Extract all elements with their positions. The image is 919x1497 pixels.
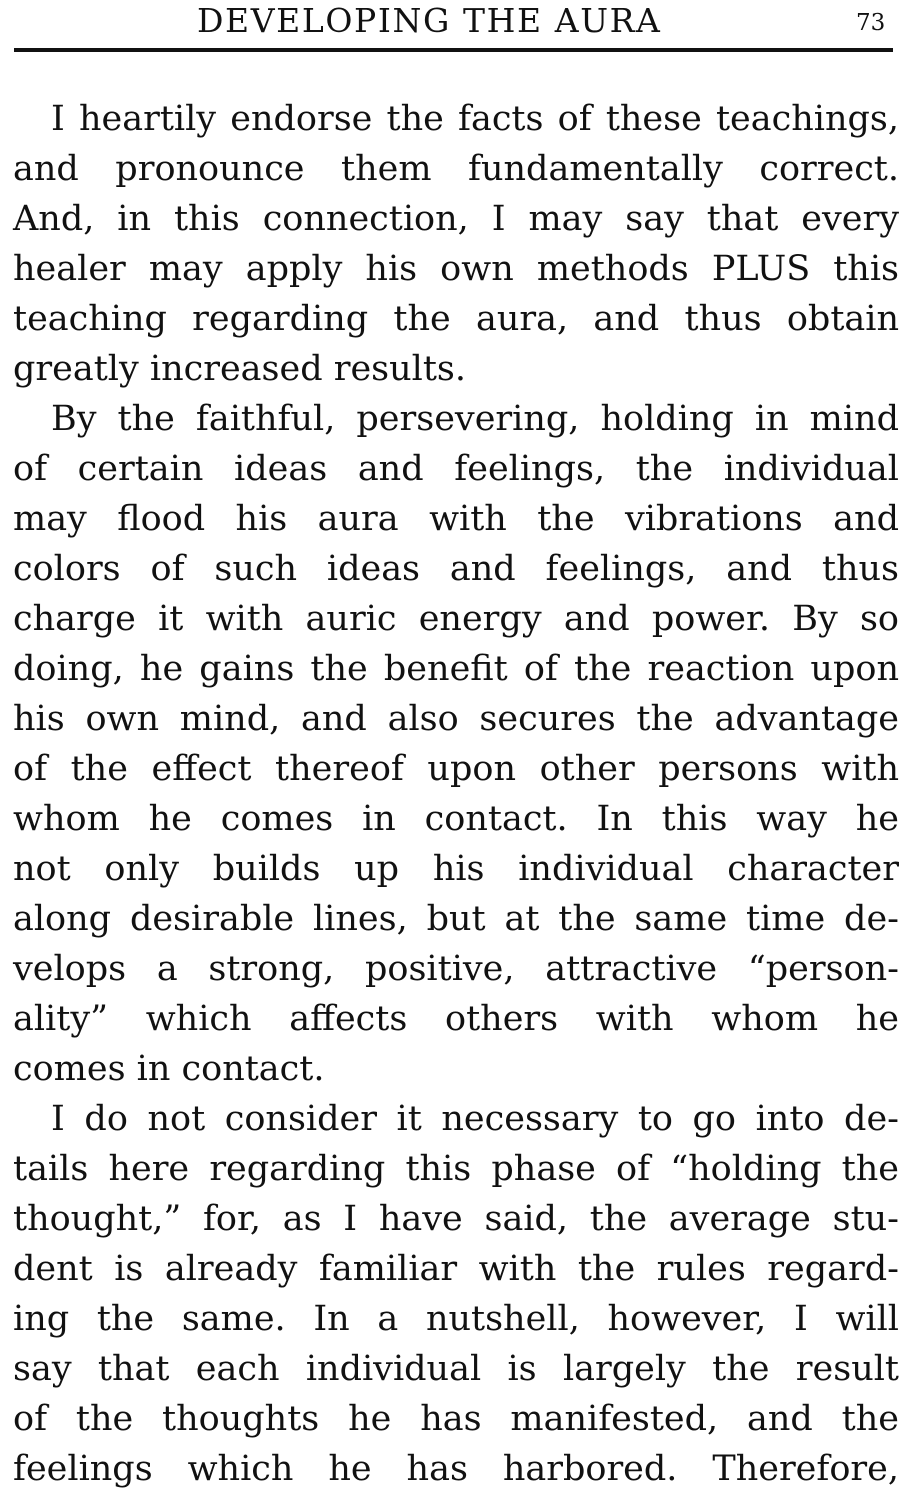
- text-line: of the thoughts he has manifested, and the: [13, 1399, 899, 1439]
- text-line: colors of such ideas and feelings, and thus: [13, 549, 899, 589]
- running-head: [0, 0, 919, 50]
- text-line: healer may apply his own methods PLUS this: [13, 249, 899, 289]
- text-line: charge it with auric energy and power. By so: [13, 599, 899, 639]
- text-line: comes in contact.: [13, 1049, 325, 1089]
- body-text: [13, 94, 899, 1494]
- paragraph-1: [13, 94, 899, 394]
- text-line: thought,” for, as I have said, the average stu-: [13, 1199, 899, 1239]
- text-line: I do not consider it necessary to go into de-: [51, 1099, 899, 1139]
- text-line: his own mind, and also secures the advantage: [13, 699, 899, 739]
- text-line: and pronounce them fundamentally correct.: [13, 149, 899, 189]
- text-line: ality” which affects others with whom he: [13, 999, 899, 1039]
- text-line: feelings which he has harbored. Therefore,: [13, 1449, 899, 1489]
- text-line: along desirable lines, but at the same time de-: [13, 899, 899, 939]
- text-line: greatly increased results.: [13, 349, 467, 389]
- text-line: whom he comes in contact. In this way he: [13, 799, 899, 839]
- text-line: of certain ideas and feelings, the individual: [13, 449, 899, 489]
- paragraph-2: [13, 394, 899, 1094]
- text-line: of the effect thereof upon other persons with: [13, 749, 899, 789]
- text-line: not only builds up his individual character: [13, 849, 899, 889]
- running-head-title: DEVELOPING THE AURA: [197, 1, 662, 40]
- text-line: doing, he gains the benefit of the reaction upon: [13, 649, 899, 689]
- text-line: say that each individual is largely the result: [13, 1349, 899, 1389]
- text-line: By the faithful, persevering, holding in mind: [51, 399, 899, 439]
- text-line: dent is already familiar with the rules regard-: [13, 1249, 899, 1289]
- text-line: I heartily endorse the facts of these teachings,: [51, 99, 899, 139]
- text-line: ing the same. In a nutshell, however, I will: [13, 1299, 899, 1339]
- text-line: And, in this connection, I may say that every: [13, 199, 899, 239]
- header-rule: [14, 48, 893, 52]
- page-number: 73: [856, 10, 886, 36]
- text-line: teaching regarding the aura, and thus obtain: [13, 299, 899, 339]
- text-line: may flood his aura with the vibrations and: [13, 499, 899, 539]
- text-line: velops a strong, positive, attractive “person-: [13, 949, 899, 989]
- text-line: tails here regarding this phase of “holding the: [13, 1149, 899, 1189]
- paragraph-3: [13, 1094, 899, 1494]
